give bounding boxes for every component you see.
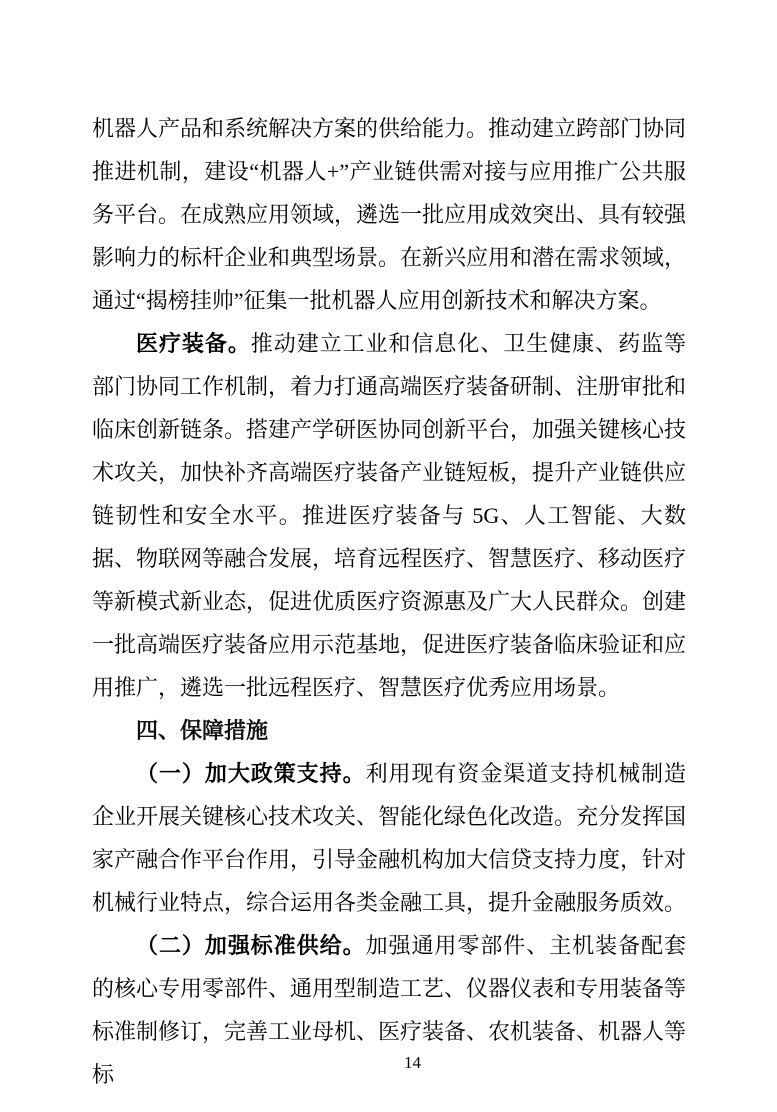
paragraph-policy-support bbox=[92, 752, 686, 924]
paragraph-medical-equipment bbox=[92, 322, 686, 709]
section-heading-safeguard-measures: 四、保障措施 bbox=[136, 718, 269, 743]
paragraph-policy-support-body: 利用现有资金渠道支持机械制造企业开展关键核心技术攻关、智能化绿色化改造。充分发挥国家产融合作平台作用，引导金融机构加大信贷支持力度，针对机械行业特点，综合运用各类金融工具，提升金融服务质效。 bbox=[92, 761, 687, 915]
page-number: 14 bbox=[404, 1053, 421, 1072]
paragraph-standards-supply-body: 加强通用零部件、主机装备配套的核心专用零部件、通用型制造工艺、仪器仪表和专用装备等标准制修订，完善工业母机、医疗装备、农机装备、机器人等标 bbox=[92, 933, 687, 1087]
paragraph-medical-equipment-body: 推动建立工业和信息化、卫生健康、药监等部门协同工作机制，着力打通高端医疗装备研制、注册审批和临床创新链条。搭建产学研医协同创新平台，加强关键核心技术攻关，加快补齐高端医疗装备产业链短板，提升产业链供应链韧性和安全水平。推进医疗装备与 5G、人工智能、大数据、物联网等融合发展，培育远程医疗、智慧医疗、移动医疗等新模式新业态，促进优质医疗资源惠及广大人民群众。创建一批高端医疗装备应用示范基地，促进医疗装备临床验证和应用推广，遴选一批远程医疗、智慧医疗优秀应用场景。 bbox=[92, 331, 687, 700]
document-body bbox=[92, 107, 686, 1096]
paragraph-robot-continued: 机器人产品和系统解决方案的供给能力。推动建立跨部门协同推进机制，建设“机器人+”产业链供需对接与应用推广公共服务平台。在成熟应用领域，遴选一批应用成效突出、具有较强影响力的标杆企业和典型场景。在新兴应用和潜在需求领域，通过“揭榜挂帅”征集一批机器人应用创新技术和解决方案。 bbox=[92, 116, 687, 313]
paragraph-standards-supply-lead: （二）加强标准供给。 bbox=[136, 933, 366, 958]
paragraph-policy-support-lead: （一）加大政策支持。 bbox=[136, 761, 366, 786]
paragraph-medical-equipment-lead: 医疗装备。 bbox=[136, 331, 251, 356]
